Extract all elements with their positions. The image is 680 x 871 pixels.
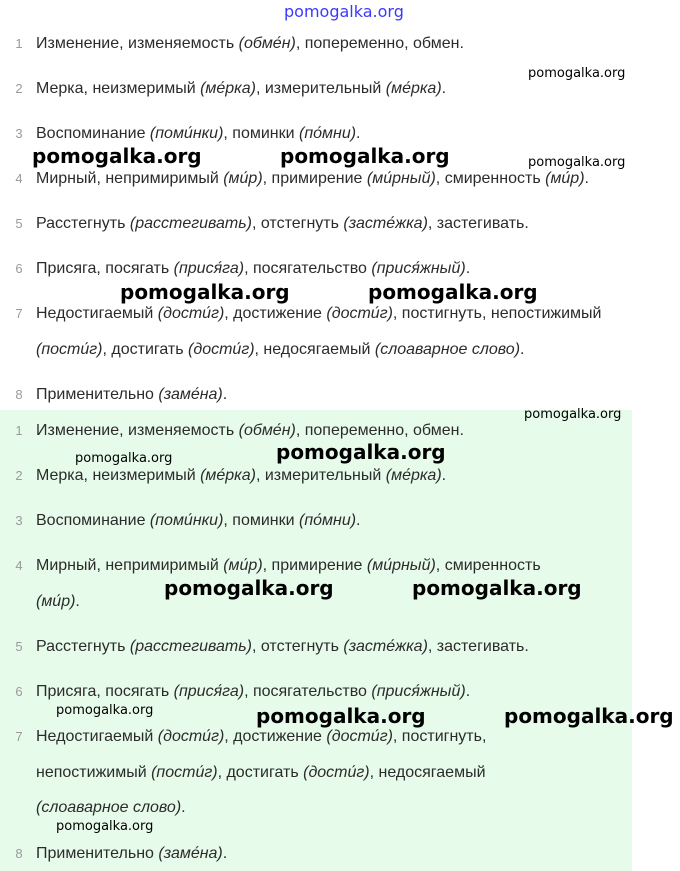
item-text: Мирный, непримиримый (ми́р), примирение (ми́рный), смиренность — [36, 557, 541, 574]
item-number: 2 — [15, 468, 23, 483]
item-text: Применительно (заме́на). — [36, 845, 228, 862]
watermark: pomogalka.org — [528, 66, 626, 81]
item-text: непостижимый (пости́г), достигать (дости́г), недосягаемый — [36, 764, 486, 781]
item-text: Недостигаемый (дости́г), достижение (дости́г), постигнуть, — [36, 728, 487, 745]
item-number: 6 — [15, 684, 23, 699]
watermark: pomogalka.org — [75, 451, 173, 466]
watermark: pomogalka.org — [412, 576, 582, 600]
item-number: 3 — [15, 126, 23, 141]
item-number: 4 — [15, 558, 23, 573]
watermark: pomogalka.org — [276, 440, 446, 464]
item-text: Расстегнуть (расстегивать), отстегнуть (засте́жка), застегивать. — [36, 638, 529, 655]
item-text: Присяга, посягать (прися́га), посягательство (прися́жный). — [36, 683, 471, 700]
watermark: pomogalka.org — [368, 280, 538, 304]
item-number: 5 — [15, 216, 23, 231]
watermark: pomogalka.org — [524, 407, 622, 422]
item-number: 6 — [15, 261, 23, 276]
watermark: pomogalka.org — [56, 703, 154, 718]
item-number: 8 — [15, 846, 23, 861]
watermark: pomogalka.org — [120, 280, 290, 304]
item-text: Мирный, непримиримый (ми́р), примирение (ми́рный), смиренность (ми́р). — [36, 170, 589, 187]
watermark: pomogalka.org — [56, 819, 154, 834]
watermark: pomogalka.org — [528, 155, 626, 170]
item-text: Мерка, неизмеримый (ме́рка), измерительный (ме́рка). — [36, 80, 447, 97]
item-number: 7 — [15, 729, 23, 744]
item-text: Присяга, посягать (прися́га), посягательство (прися́жный). — [36, 260, 471, 277]
item-text: (ми́р). — [36, 593, 80, 610]
item-text: Расстегнуть (расстегивать), отстегнуть (засте́жка), застегивать. — [36, 215, 529, 232]
item-text: (слоаварное слово). — [36, 799, 186, 816]
item-text: (пости́г), достигать (дости́г), недосягаемый (слоаварное слово). — [36, 341, 525, 358]
item-text: Изменение, изменяемость (обме́н), попеременно, обмен. — [36, 422, 464, 439]
item-number: 4 — [15, 171, 23, 186]
item-number: 5 — [15, 639, 23, 654]
header-watermark: pomogalka.org — [284, 2, 404, 21]
item-text: Воспоминание (поми́нки), поминки (по́мни). — [36, 125, 361, 142]
item-text: Изменение, изменяемость (обме́н), попеременно, обмен. — [36, 35, 464, 52]
watermark: pomogalka.org — [32, 144, 202, 168]
item-number: 2 — [15, 81, 23, 96]
item-number: 1 — [15, 36, 23, 51]
item-text: Мерка, неизмеримый (ме́рка), измерительный (ме́рка). — [36, 467, 447, 484]
item-number: 3 — [15, 513, 23, 528]
item-number: 8 — [15, 387, 23, 402]
watermark: pomogalka.org — [164, 576, 334, 600]
watermark: pomogalka.org — [504, 704, 674, 728]
watermark: pomogalka.org — [256, 704, 426, 728]
item-number: 1 — [15, 423, 23, 438]
item-number: 7 — [15, 306, 23, 321]
item-text: Недостигаемый (дости́г), достижение (дости́г), постигнуть, непостижимый — [36, 305, 602, 322]
watermark: pomogalka.org — [280, 144, 450, 168]
item-text: Воспоминание (поми́нки), поминки (по́мни). — [36, 512, 361, 529]
item-text: Применительно (заме́на). — [36, 386, 228, 403]
